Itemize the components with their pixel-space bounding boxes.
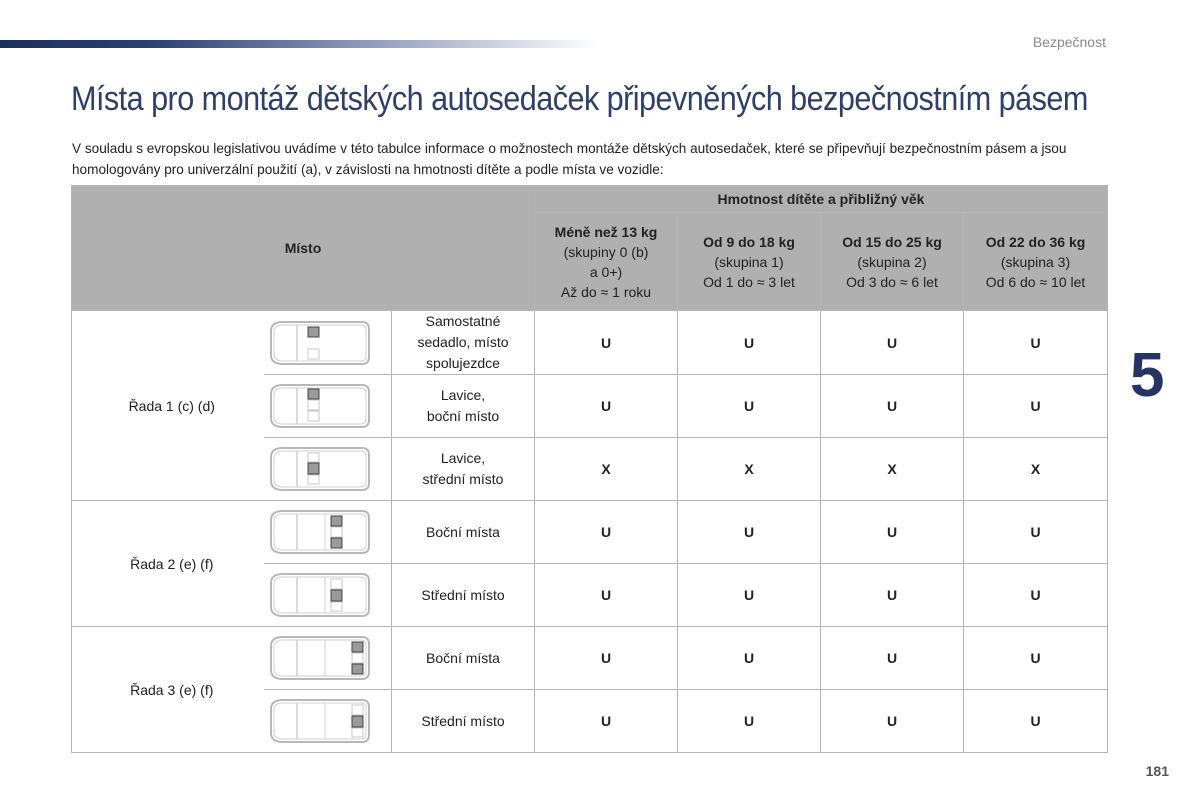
group-note: (skupina 2) bbox=[857, 253, 927, 270]
seat-position-name bbox=[392, 627, 535, 690]
car-row3-middle-seat-icon bbox=[269, 697, 371, 745]
car-front-passenger-seat-icon bbox=[269, 319, 371, 367]
seat-name-line: spolujezdce bbox=[426, 355, 500, 371]
seat-position-name bbox=[392, 438, 535, 501]
weight-column-header bbox=[535, 213, 678, 311]
car-row2-side-seats-icon bbox=[269, 508, 371, 556]
seat-name-line: Lavice, bbox=[440, 450, 486, 466]
car-front-bench-side-icon bbox=[269, 382, 371, 430]
suitability-cell: U bbox=[678, 501, 821, 564]
seat-name-line: boční místo bbox=[426, 408, 500, 424]
intro-paragraph: V souladu s evropskou legislativou uvádíme v této tabulce informace o možnostech montáže dětských autosedaček, které se připevňují bezpečnostním pásem a jsou homologovány pro univerzální použití (a), v závislosti na hmotnosti dítěte a podle místa ve vozidle: bbox=[72, 141, 1067, 177]
suitability-cell: U bbox=[678, 627, 821, 690]
table-row bbox=[72, 627, 1108, 690]
suitability-cell: U bbox=[535, 501, 678, 564]
suitability-cell: U bbox=[964, 375, 1108, 438]
age-note: Od 6 do ≈ 10 let bbox=[985, 273, 1086, 290]
weight-range: Od 9 do 18 kg bbox=[703, 233, 795, 250]
row-group-label: Řada 1 (c) (d) bbox=[72, 311, 264, 501]
weight-range: Od 22 do 36 kg bbox=[985, 233, 1086, 250]
seat-position-name bbox=[392, 501, 535, 564]
suitability-cell: U bbox=[964, 501, 1108, 564]
seat-position-name bbox=[392, 375, 535, 438]
car-row2-middle-seat-icon bbox=[269, 571, 371, 619]
car-row3-side-seats-icon bbox=[269, 634, 371, 682]
place-header: Místo bbox=[72, 186, 535, 311]
weight-range: Méně než 13 kg bbox=[554, 223, 658, 240]
suitability-cell: U bbox=[821, 564, 964, 627]
group-note: (skupina 1) bbox=[714, 253, 784, 270]
suitability-cell: U bbox=[821, 375, 964, 438]
weight-column-header bbox=[821, 213, 964, 311]
suitability-cell: U bbox=[821, 690, 964, 753]
seat-diagram-cell bbox=[264, 375, 392, 438]
group-note: (skupiny 0 (b) bbox=[563, 243, 649, 260]
seat-diagram-cell bbox=[264, 564, 392, 627]
page-number: 181 bbox=[1145, 763, 1169, 779]
car-front-bench-middle-icon bbox=[269, 445, 371, 493]
suitability-cell: U bbox=[678, 564, 821, 627]
seat-name-line: Střední místo bbox=[421, 586, 505, 603]
suitability-cell: U bbox=[964, 311, 1108, 375]
top-accent-bar bbox=[0, 40, 600, 48]
chapter-number: 5 bbox=[1130, 341, 1165, 410]
seat-name-line: Střední místo bbox=[421, 712, 505, 729]
suitability-cell: U bbox=[678, 690, 821, 753]
table-row bbox=[72, 311, 1108, 375]
weight-header: Hmotnost dítěte a přibližný věk bbox=[535, 186, 1108, 213]
suitability-cell: U bbox=[535, 375, 678, 438]
seat-name-line: sedadlo, místo bbox=[417, 334, 509, 350]
suitability-cell: U bbox=[821, 627, 964, 690]
section-name: Bezpečnost bbox=[1032, 34, 1106, 50]
seat-name-line: Lavice, bbox=[440, 387, 486, 403]
row-group-label: Řada 2 (e) (f) bbox=[72, 501, 264, 627]
seat-name-line: Boční místa bbox=[426, 523, 500, 540]
suitability-cell: U bbox=[964, 564, 1108, 627]
seat-position-name bbox=[392, 311, 535, 375]
child-seat-table bbox=[71, 185, 1108, 753]
seat-diagram-cell bbox=[264, 627, 392, 690]
weight-column-header bbox=[678, 213, 821, 311]
suitability-cell: X bbox=[678, 438, 821, 501]
seat-position-name bbox=[392, 564, 535, 627]
seat-diagram-cell bbox=[264, 311, 392, 375]
seat-diagram-cell bbox=[264, 690, 392, 753]
group-note: (skupina 3) bbox=[1000, 253, 1071, 270]
suitability-cell: U bbox=[535, 311, 678, 375]
suitability-cell: U bbox=[678, 375, 821, 438]
row-group-label: Řada 3 (e) (f) bbox=[72, 627, 264, 753]
seat-position-name bbox=[392, 690, 535, 753]
group-note: a 0+) bbox=[589, 263, 623, 280]
seat-name-line: střední místo bbox=[422, 471, 504, 487]
suitability-cell: X bbox=[964, 438, 1108, 501]
suitability-cell: X bbox=[821, 438, 964, 501]
suitability-cell: U bbox=[535, 564, 678, 627]
weight-range: Od 15 do 25 kg bbox=[842, 233, 942, 250]
seat-diagram-cell bbox=[264, 438, 392, 501]
seat-name-line: Boční místa bbox=[426, 649, 500, 666]
seat-diagram-cell bbox=[264, 501, 392, 564]
suitability-cell: U bbox=[821, 311, 964, 375]
weight-column-header bbox=[964, 213, 1108, 311]
suitability-cell: X bbox=[535, 438, 678, 501]
table-row bbox=[72, 501, 1108, 564]
age-note: Od 3 do ≈ 6 let bbox=[846, 273, 938, 290]
suitability-cell: U bbox=[535, 627, 678, 690]
suitability-cell: U bbox=[821, 501, 964, 564]
suitability-cell: U bbox=[535, 690, 678, 753]
seat-name-line: Samostatné bbox=[425, 313, 501, 329]
age-note: Od 1 do ≈ 3 let bbox=[703, 273, 795, 290]
suitability-cell: U bbox=[964, 690, 1108, 753]
page-title: Místa pro montáž dětských autosedaček připevněných bezpečnostním pásem bbox=[71, 80, 1088, 118]
age-note: Až do ≈ 1 roku bbox=[560, 283, 652, 300]
suitability-cell: U bbox=[678, 311, 821, 375]
suitability-cell: U bbox=[964, 627, 1108, 690]
